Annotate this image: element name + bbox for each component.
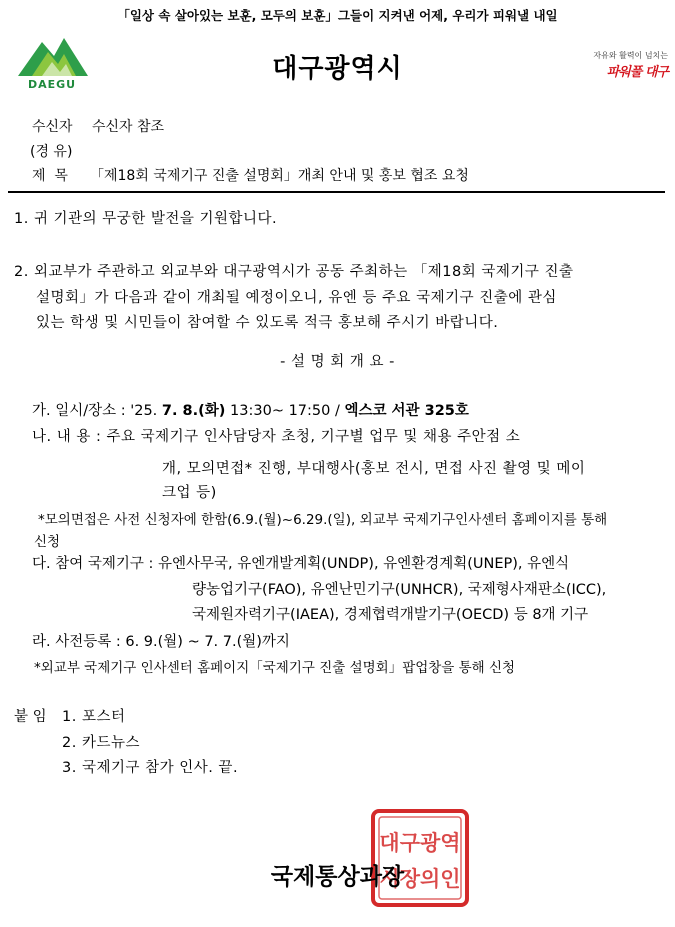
item-c-line-1: 다. 참여 국제기구 : 유엔사무국, 유엔개발계획(UNDP), 유엔환경계획(UNEP), 유엔식 [32, 556, 570, 572]
header-divider [8, 191, 665, 193]
item-d: 라. 사전등록 : 6. 9.(월) ~ 7. 7.(월)까지 [32, 634, 290, 650]
subject-label: 제 목 [32, 168, 68, 184]
overview-title: - 설 명 회 개 요 - [280, 354, 395, 370]
brand-sub: 자유와 활력이 넘치는 [593, 51, 668, 60]
subject-value: 「제18회 국제기구 진출 설명회」개최 안내 및 홍보 협조 요청 [90, 168, 469, 184]
item-c-line-2: 량농업기구(FAO), 유엔난민기구(UNHCR), 국제형사재판소(ICC), [192, 582, 607, 598]
seal-text-line-1: 대구광역 [379, 831, 461, 855]
note-d: *외교부 국제기구 인사센터 홈페이지「국제기구 진출 설명회」팝업창을 통해 신청 [34, 660, 516, 676]
slogan: 「일상 속 살아있는 보훈, 모두의 보훈」그들이 지켜낸 어제, 우리가 피워낼 내일 [117, 8, 558, 23]
seal-text-line-2: 시장의인 [379, 867, 461, 891]
attachment-item: 1. 포스터 [62, 709, 126, 725]
brand-main: 파워풀 대구 [606, 65, 668, 80]
item-b-line-1: 나. 내 용 : 주요 국제기구 인사담당자 초청, 기구별 업무 및 채용 주안점 소 [32, 429, 521, 445]
note-b-line-1: *모의면접은 사전 신청자에 한함(6.9.(월)~6.29.(일), 외교부 국제기구인사센터 홈페이지를 통해 [38, 512, 608, 528]
item-a-time: 13:30~ 17:50 / [230, 403, 340, 419]
logo-text: DAEGU [27, 78, 77, 91]
item-b-line-3: 크업 등) [162, 485, 217, 501]
org-name: 대구광역시 [272, 54, 403, 84]
item-a-date: 7. 8.(화) [161, 403, 226, 419]
note-b-line-2: 신청 [34, 534, 61, 550]
paragraph-2-line-1: 2. 외교부가 주관하고 외교부와 대구광역시가 공동 주최하는 「제18회 국제기구 진출 [14, 264, 574, 280]
item-b-line-2: 개, 모의면접* 진행, 부대행사(홍보 전시, 면접 사진 촬영 및 메이 [162, 461, 586, 477]
paragraph-2-line-3: 있는 학생 및 시민들이 참여할 수 있도록 적극 홍보해 주시기 바랍니다. [36, 315, 499, 331]
sender-title: 국제통상과장 [270, 864, 405, 890]
attachments-label: 붙 임 [14, 709, 47, 725]
attachment-item: 3. 국제기구 참가 인사. 끝. [62, 760, 239, 776]
attachment-item: 2. 카드뉴스 [62, 735, 140, 751]
item-c-line-3: 국제원자력기구(IAEA), 경제협력개발기구(OECD) 등 8개 기구 [192, 607, 589, 623]
via-label: (경 유) [30, 144, 73, 160]
item-a-place: 엑스코 서관 325호 [344, 403, 469, 419]
paragraph-2-line-2: 설명회」가 다음과 같이 개최될 예정이오니, 유엔 등 주요 국제기구 진출에 관심 [36, 290, 557, 306]
brand-slogan [586, 50, 668, 80]
paragraph-1: 1. 귀 기관의 무궁한 발전을 기원합니다. [14, 211, 278, 227]
item-a [32, 399, 469, 420]
recipient-value: 수신자 참조 [92, 119, 165, 135]
recipient-label: 수신자 [32, 119, 73, 135]
item-a-label: 가. 일시/장소 : '25. [32, 403, 158, 419]
